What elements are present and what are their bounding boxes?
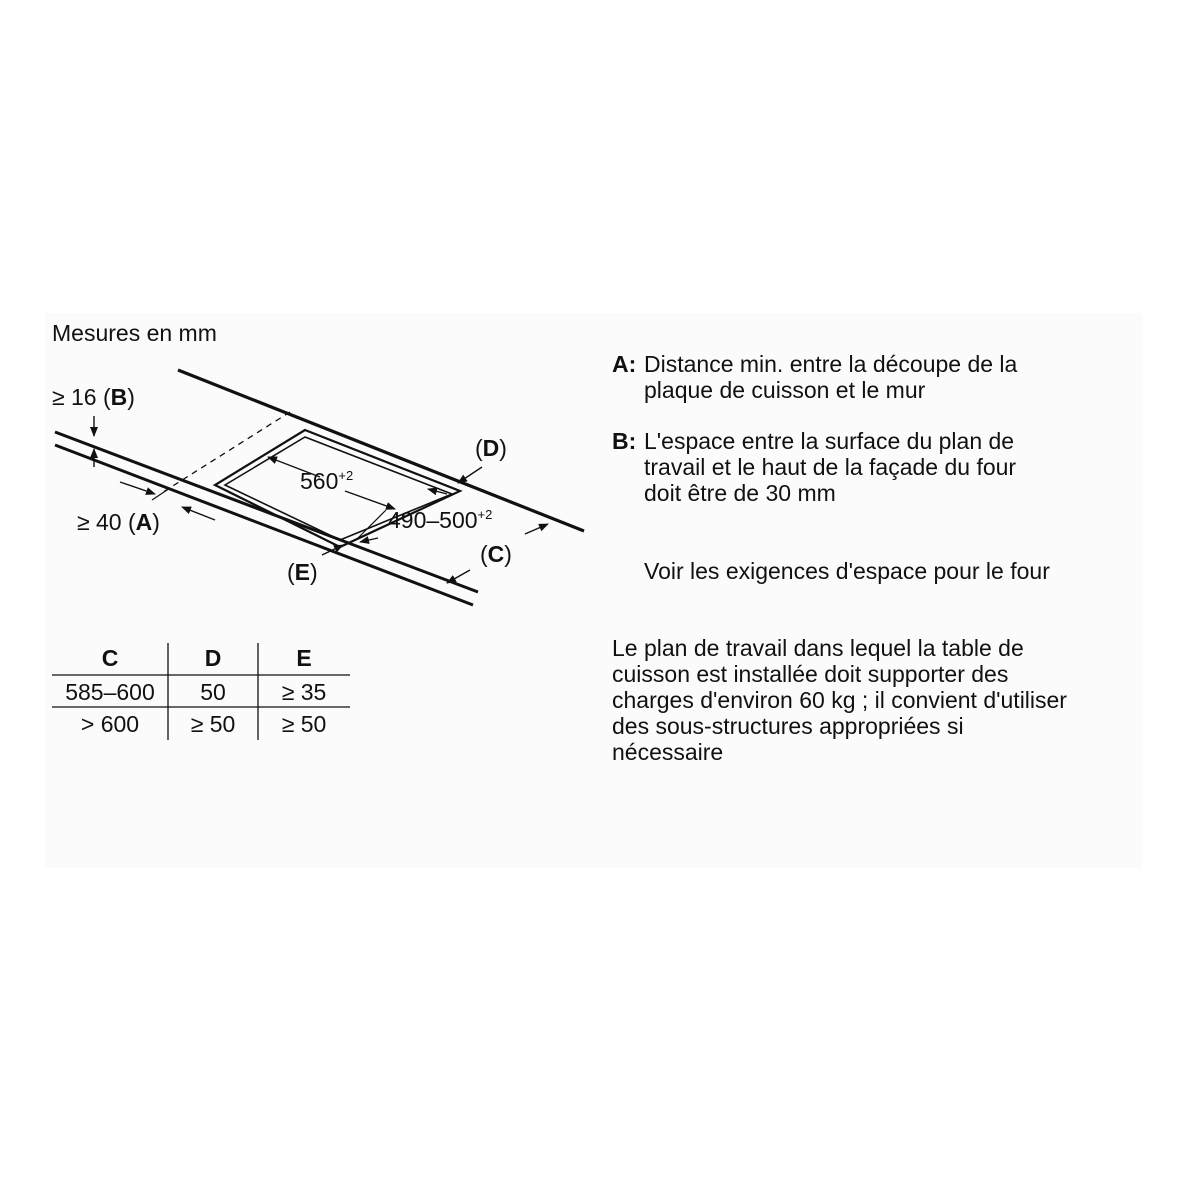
legend-text-b: L'espace entre la surface du plan de travail et le haut de la façade du four doit être de 30 mm bbox=[644, 428, 1017, 506]
table-header: E bbox=[296, 645, 312, 671]
label-a: ≥ 40 (A) bbox=[77, 509, 160, 535]
table-cell: > 600 bbox=[80, 711, 140, 737]
units-caption: Mesures en mm bbox=[52, 320, 217, 346]
worktop-back-edge bbox=[178, 370, 584, 531]
legend-text-a: Distance min. entre la découpe de la plaque de cuisson et le mur bbox=[644, 351, 1018, 403]
label-e: (E) bbox=[287, 559, 318, 585]
label-b: ≥ 16 (B) bbox=[52, 384, 135, 410]
table-header: C bbox=[101, 645, 119, 671]
dimension-depth: $490-500^{+2}$ bbox=[388, 507, 493, 533]
legend-key-a: A: bbox=[612, 351, 637, 377]
table-header: D bbox=[204, 645, 222, 671]
load-note: Le plan de travail dans lequel la table de cuisson est installée doit supporter des charges d'environ 60 kg ; il convient d'utiliser des sous-structures appropriées si nécessaire bbox=[612, 635, 1067, 765]
legend-key-b: B: bbox=[612, 428, 637, 454]
dimension-width: $560^{+2}$ bbox=[300, 468, 354, 494]
label-c: (C) bbox=[480, 541, 512, 567]
table-cell: 50 bbox=[200, 679, 226, 705]
label-d: (D) bbox=[475, 435, 507, 461]
table-cell: ≥ 35 bbox=[281, 679, 327, 705]
oven-note: Voir les exigences d'espace pour le four bbox=[644, 558, 1050, 584]
table-cell: ≥ 50 bbox=[190, 711, 236, 737]
hidden-line bbox=[160, 412, 290, 494]
table-cell: 585–600 bbox=[65, 679, 155, 705]
table-cell: ≥ 50 bbox=[281, 711, 327, 737]
